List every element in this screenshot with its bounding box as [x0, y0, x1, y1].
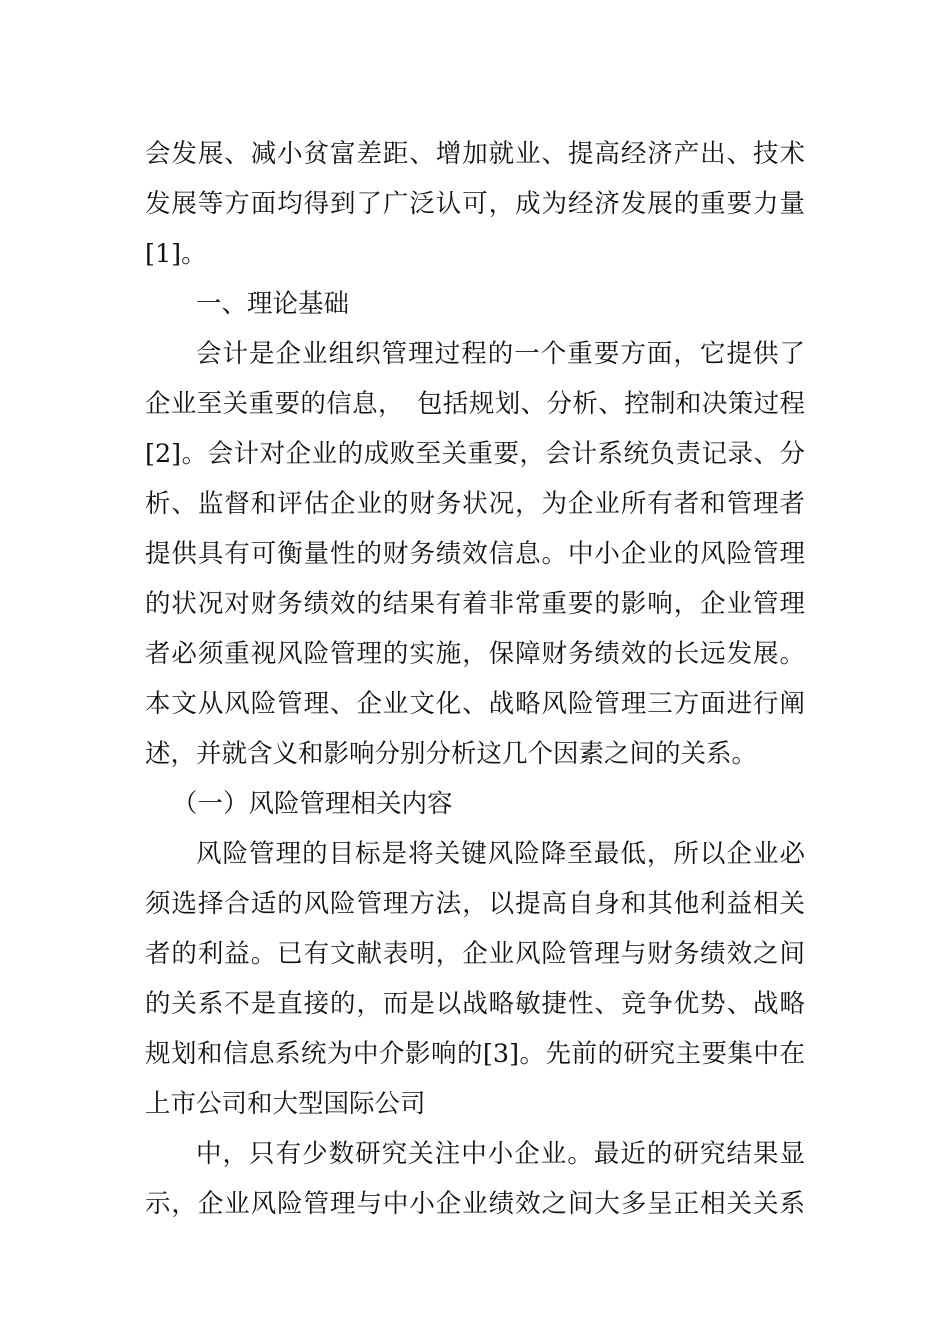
text-line: 析、监督和评估企业的财务状况，为企业所有者和管理者 — [145, 489, 805, 519]
paragraph-first-line: 会计是企业组织管理过程的一个重要方面，它提供了 — [196, 339, 805, 369]
text-line: 会发展、减小贫富差距、增加就业、提高经济产出、技术 — [145, 139, 805, 169]
subsection-heading: （一）风险管理相关内容 — [172, 789, 453, 819]
text-line: 者的利益。已有文献表明，企业风险管理与财务绩效之间 — [145, 939, 805, 969]
text-line: 者必须重视风险管理的实施，保障财务绩效的长远发展。 — [145, 639, 805, 669]
text-line: 发展等方面均得到了广泛认可，成为经济发展的重要力量 — [145, 189, 805, 219]
text-line: 本文从风险管理、企业文化、战略风险管理三方面进行阐 — [145, 689, 805, 719]
text-line: 述，并就含义和影响分别分析这几个因素之间的关系。 — [145, 739, 758, 769]
text-line: 企业至关重要的信息， 包括规划、分析、控制和决策过程 — [145, 389, 805, 419]
section-heading: 一、理论基础 — [196, 289, 350, 319]
text-line: 的状况对财务绩效的结果有着非常重要的影响，企业管理 — [145, 589, 805, 619]
text-line: 提供具有可衡量性的财务绩效信息。中小企业的风险管理 — [145, 539, 805, 569]
paragraph-first-line: 中，只有少数研究关注中小企业。最近的研究结果显 — [196, 1139, 805, 1169]
text-line: 上市公司和大型国际公司 — [145, 1089, 426, 1119]
text-line: 示，企业风险管理与中小企业绩效之间大多呈正相关关系 — [145, 1189, 805, 1219]
text-line: 的关系不是直接的，而是以战略敏捷性、竞争优势、战略 — [145, 989, 805, 1019]
text-line: [1]。 — [145, 239, 207, 269]
paragraph-first-line: 风险管理的目标是将关键风险降至最低，所以企业必 — [196, 839, 805, 869]
text-line: [2]。会计对企业的成败至关重要，会计系统负责记录、分 — [145, 439, 805, 469]
text-line: 规划和信息系统为中介影响的[3]。先前的研究主要集中在 — [145, 1039, 805, 1069]
text-line: 须选择合适的风险管理方法，以提高自身和其他利益相关 — [145, 889, 805, 919]
